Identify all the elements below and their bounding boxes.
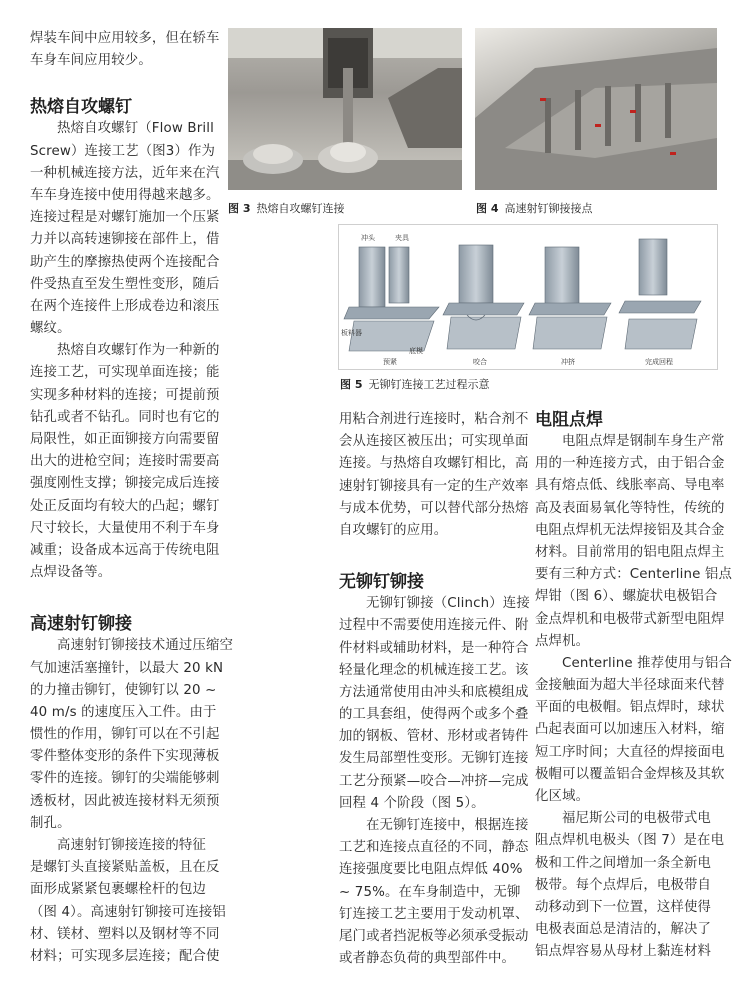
text-line: 金点焊机和电极带式新型电阻焊	[535, 611, 725, 627]
text-line: 制孔。	[30, 815, 71, 831]
text-line: 在无铆钉连接中，根据连接	[366, 818, 529, 833]
text-line: 处正反面均有较大的凸起；螺钉	[30, 498, 220, 514]
text-line: 加的钢板、管材、形材或者铸件	[339, 729, 529, 745]
intro-paragraph	[30, 28, 220, 72]
figure-3-caption	[228, 200, 344, 216]
text-line: 福尼斯公司的电极带式电	[562, 811, 711, 827]
figure-4-photo	[475, 28, 717, 190]
text-line: 发生局部塑性变形。无铆钉连接	[339, 751, 529, 767]
text-line: 在两个连接件上形成卷边和滚压	[30, 298, 220, 314]
text-line: 铝点焊容易从母材上黏连材料	[535, 944, 712, 960]
flow-drill-screw-illustration	[228, 28, 462, 190]
stage-4-graphic	[619, 239, 701, 349]
text-line: 工艺和连接点直径的不同，静态	[339, 840, 529, 856]
text-line: 极和工件之间增加一条全新电	[535, 855, 712, 871]
text-line: 短工序时间；大直径的焊接面电	[535, 744, 725, 760]
label-punch: 冲头	[361, 234, 375, 242]
text-line: 出大的进枪空间；连接时需要高	[30, 454, 220, 470]
label-die: 底模	[409, 347, 423, 355]
text-line: 凸起表面可以加速压入材料，缩	[535, 722, 725, 738]
text-line: 热熔自攻螺钉（Flow Brill	[57, 121, 214, 137]
column-3	[535, 406, 731, 964]
text-line: 零件整体变形的条件下实现薄板	[30, 749, 220, 765]
text-line: 阻点焊机电极头（图 7）是在电	[535, 833, 725, 849]
section-body-resistance-spot-welding	[535, 431, 731, 964]
text-line: 或者静态负荷的典型部件中。	[339, 951, 516, 967]
text-line: 具有熔点低、线胀率高、导电率	[535, 478, 725, 494]
text-line: 热熔自攻螺钉作为一种新的	[57, 343, 220, 359]
text-line: 一种机械连接方法，近年来在汽	[30, 165, 220, 181]
text-line: 动移动到下一位置，这样使得	[535, 899, 712, 915]
figure-5-number: 图 5	[340, 378, 363, 391]
text-line: 惯性的作用，铆钉可以在不引起	[30, 727, 220, 743]
text-line: 焊装车间中应用较多，但在轿车	[30, 31, 220, 46]
section-body-clinch	[339, 593, 530, 970]
text-line: 实现多种材料的连接；可提前预	[30, 387, 220, 403]
label-plate: 板料器	[341, 329, 362, 337]
text-line: 点焊设备等。	[30, 565, 112, 581]
clinching-process-diagram	[339, 225, 717, 369]
text-line: 连接过程是对螺钉施加一个压紧	[30, 210, 220, 226]
text-line: 件受热直至发生塑性变形，随后	[30, 276, 220, 292]
text-line: 透板材，因此被连接材料无须预	[30, 793, 220, 809]
figure-5-caption	[340, 376, 489, 392]
text-line: 焊钳（图 6）、螺旋状电极铝合	[535, 589, 718, 605]
figure-4-caption	[476, 200, 592, 216]
text-line: 件材料或辅助材料，是一种符合	[339, 640, 529, 656]
text-line: （图 4）。高速射钉铆接可连接铝	[30, 904, 226, 920]
figure-5-title: 无铆钉连接工艺过程示意	[368, 378, 490, 391]
section-body-flow-drill-screw	[30, 118, 220, 584]
text-line: 40 m/s 的速度压入工件。由于	[30, 704, 217, 720]
text-line: 面形成紧紧包裹螺栓杆的包边	[30, 882, 207, 898]
column-2	[339, 409, 530, 970]
text-line: 轻量化理念的机械连接工艺。该	[339, 662, 529, 678]
section-body-high-speed-riveting	[30, 635, 234, 968]
text-line: 螺纹。	[30, 321, 71, 337]
text-line: 方法通常使用由冲头和底模组成	[339, 684, 529, 700]
text-line: 力并以高转速铆接在部件上，借	[30, 232, 220, 248]
text-line: 是螺钉头直接紧贴盖板，且在反	[30, 860, 220, 876]
text-line: 与成本优势，可以替代部分热熔	[339, 500, 529, 516]
text-line: 用的一种连接方式，由于铝合金	[535, 456, 725, 472]
figure-4-number: 图 4	[476, 202, 499, 215]
figure-3-photo	[228, 28, 462, 190]
text-line: 连接工艺，可实现单面连接；能	[30, 365, 220, 381]
figure-4-title: 高速射钉铆接接点	[504, 202, 593, 215]
text-line: 气加速活塞撞针，以最大 20 kN	[30, 660, 224, 676]
col2-continued-paragraph	[339, 409, 527, 542]
text-line: 金接触面为超大半径球面来代替	[535, 678, 725, 694]
text-line: 回程 4 个阶段（图 5）。	[339, 795, 485, 811]
label-stage-3: 冲挤	[561, 358, 575, 366]
text-line: 要有三种方式：Centerline 铝点	[535, 567, 733, 583]
text-line: 速射钉铆接具有一定的生产效率	[339, 478, 529, 494]
text-line: 极带。每个点焊后，电极带自	[535, 877, 712, 893]
label-stage-2: 咬合	[473, 358, 487, 366]
text-line: 连接强度要比电阻点焊低 40%	[339, 862, 523, 878]
text-line: 的工具套组，使得两个或多个叠	[339, 707, 529, 723]
text-line: 车车身连接中使用得越来越多。	[30, 187, 220, 203]
section-heading-resistance-spot-welding: 电阻点焊	[535, 410, 603, 430]
text-line: 过程中不需要使用连接元件、附	[339, 618, 529, 634]
text-line: 电阻点焊机无法焊接铝及其合金	[535, 522, 725, 538]
text-line: 尺寸较长，大量使用不利于车身	[30, 520, 220, 536]
text-line: 钉连接工艺主要用于发动机罩、	[339, 906, 529, 922]
text-line: 平面的电极帽。铝点焊时，球状	[535, 700, 725, 716]
text-line: 极帽可以覆盖铝合金焊核及其软	[535, 766, 725, 782]
stage-3-graphic	[529, 247, 611, 349]
text-line: Centerline 推荐使用与铝合	[562, 655, 732, 671]
text-line: 材料；可实现多层连接；配合使	[30, 948, 220, 964]
figure-3-number: 图 3	[228, 202, 251, 215]
section-heading-flow-drill-screw: 热熔自攻螺钉	[30, 97, 132, 118]
text-line: 会从连接区被压出；可实现单面	[339, 434, 529, 450]
text-line: 高及表面易氧化等特性，传统的	[535, 500, 725, 516]
section-heading-clinch: 无铆钉铆接	[339, 572, 424, 593]
text-line: 电阻点焊是钢制车身生产常	[562, 434, 725, 449]
text-line: 强度刚性支撑；铆接完成后连接	[30, 476, 220, 492]
text-line: 无铆钉铆接（Clinch）连接	[366, 596, 530, 612]
text-line: 高速射钉铆接技术通过压缩空	[57, 638, 234, 654]
stage-2-graphic	[443, 245, 524, 349]
figure-3-title: 热熔自攻螺钉连接	[256, 202, 345, 215]
text-line: 点焊机。	[535, 633, 590, 649]
text-line: 尾门或者挡泥板等必须承受振动	[339, 928, 529, 944]
label-stage-4: 完成回程	[645, 358, 673, 366]
text-line: 化区域。	[535, 789, 590, 804]
text-line: 连接。与热熔自攻螺钉相比，高	[339, 456, 529, 472]
text-line: 材料。目前常用的铝电阻点焊主	[535, 544, 725, 560]
text-line: Screw）连接工艺（图3）作为	[30, 143, 216, 159]
rivet-joint-illustration	[475, 28, 717, 190]
label-stage-1: 预紧	[383, 358, 397, 366]
text-line: 工艺分预紧—咬合—冲挤—完成	[339, 773, 529, 789]
figure-5-diagram	[338, 224, 718, 370]
text-line: 钻孔或者不钻孔。同时也有它的	[30, 409, 220, 425]
text-line: 助产生的摩擦热使两个连接配合	[30, 254, 220, 270]
text-line: 局限性，如正面铆接方向需要留	[30, 432, 220, 447]
text-line: ~ 75%。在车身制造中，无铆	[339, 884, 521, 900]
text-line: 减重；设备成本远高于传统电阻	[30, 542, 220, 558]
label-clamp: 夹具	[395, 234, 409, 242]
text-line: 电极表面总是清洁的，解决了	[535, 922, 712, 938]
column-1	[30, 28, 234, 968]
text-line: 的力撞击铆钉，使铆钉以 20 ~	[30, 682, 217, 698]
text-line: 材、镁材、塑料以及钢材等不同	[30, 926, 220, 942]
text-line: 高速射钉铆接连接的特征	[57, 838, 206, 853]
text-line: 自攻螺钉的应用。	[339, 522, 448, 538]
text-line: 零件的连接。铆钉的尖端能够刺	[30, 771, 220, 787]
text-line: 车身车间应用较少。	[30, 53, 152, 69]
section-heading-high-speed-riveting: 高速射钉铆接	[30, 614, 132, 635]
text-line: 用粘合剂进行连接时，粘合剂不	[339, 412, 529, 427]
